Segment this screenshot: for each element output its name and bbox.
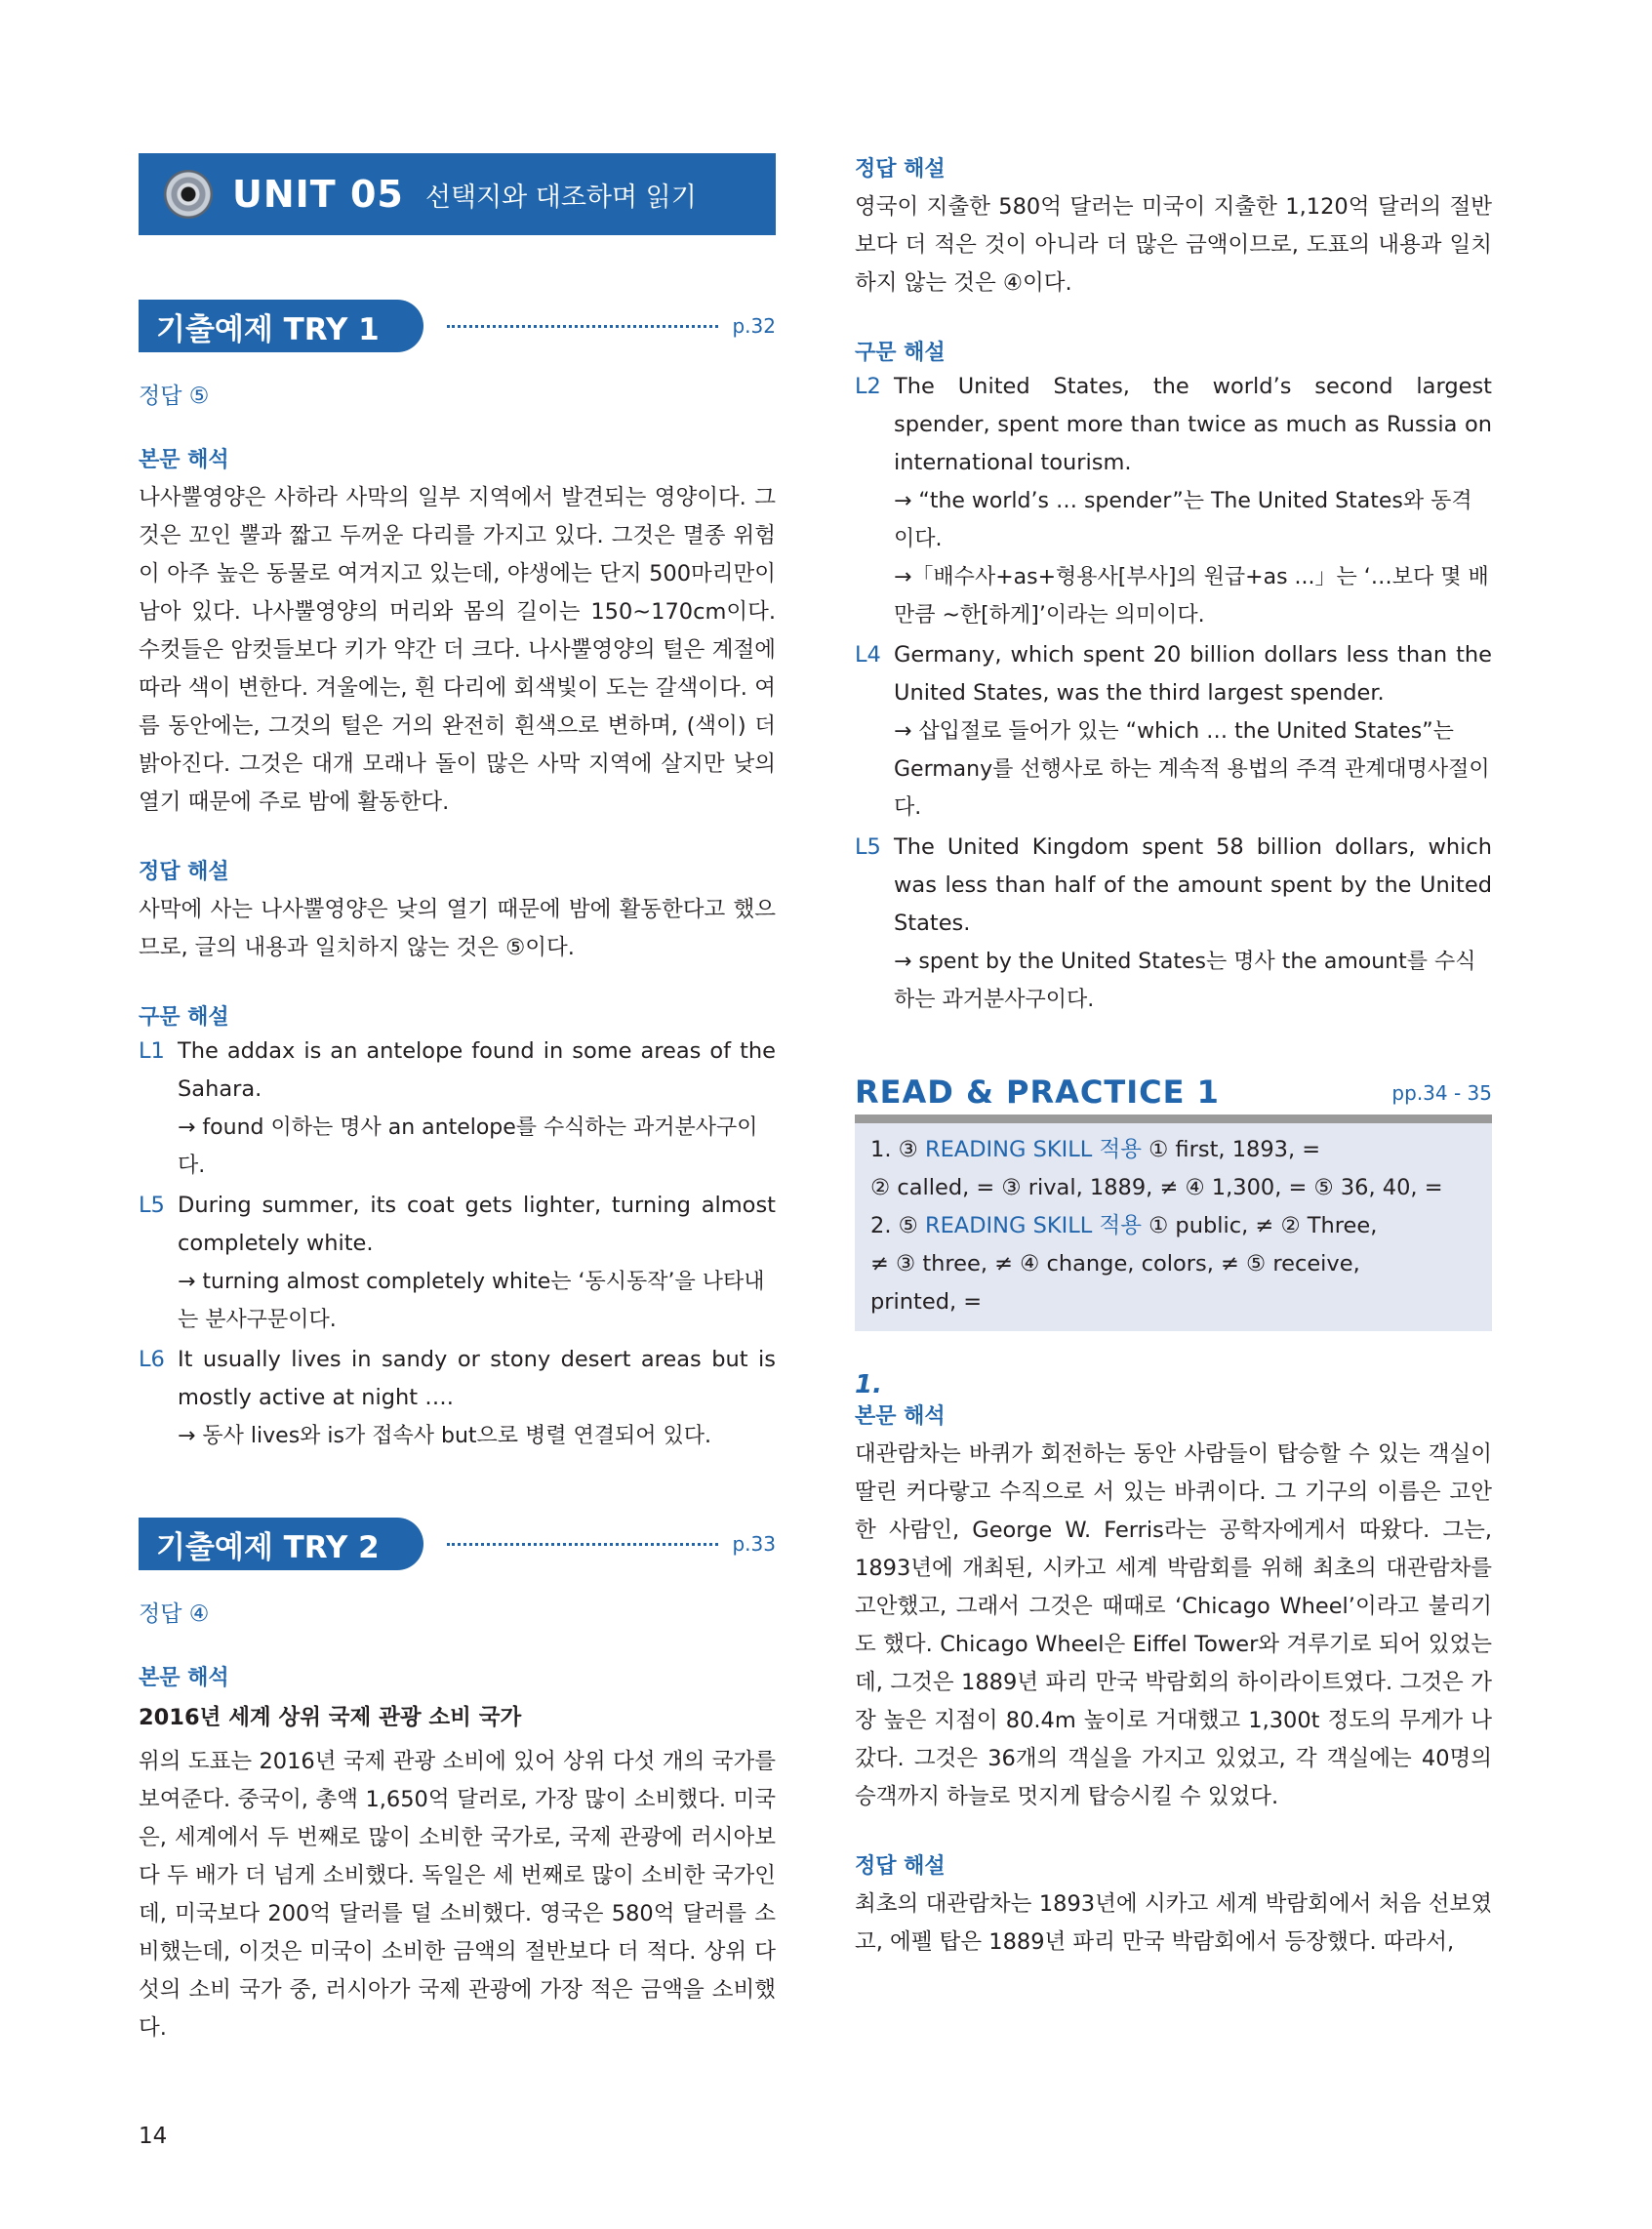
try1-body-heading: 본문 해석 [139, 448, 229, 472]
try1-syntax-heading: 구문 해설 [139, 1005, 229, 1030]
syntax-line [855, 368, 1492, 482]
line-text: The United Kingdom spent 58 billion dollars, which was less than half of the amount spent by the United States. [894, 834, 1492, 936]
answer-row [870, 1131, 1476, 1169]
syntax-line [139, 1033, 776, 1109]
read-practice-pages: pp.34 - 35 [1391, 1081, 1492, 1105]
try2-page-ref: p.33 [732, 1532, 776, 1556]
unit-title: 선택지와 대조하며 읽기 [424, 182, 697, 213]
unit-banner [139, 153, 776, 235]
answer-number: 1. ③ [870, 1137, 918, 1162]
read-practice-title: READ & PRACTICE 1 [855, 1074, 1220, 1111]
line-text: It usually lives in sandy or stony desert areas but is mostly active at night …. [178, 1347, 776, 1410]
syntax-line [855, 636, 1492, 712]
line-text: The addax is an antelope found in some areas of the Sahara. [178, 1038, 776, 1102]
try1-header [139, 300, 776, 352]
line-note: → spent by the United States는 명사 the amount를 수식하는 과거분사구이다. [894, 950, 1476, 1012]
syntax-line [139, 1187, 776, 1263]
answer-items: ① first, 1893, = [1148, 1137, 1321, 1162]
try2-label: 기출예제 TRY 2 [139, 1518, 423, 1570]
try1-page-ref: p.32 [732, 314, 776, 338]
read-practice-header [855, 1074, 1492, 1111]
line-note: → 삽입절로 들어가 있는 “which … the United States”는 Germany를 선행사로 하는 계속적 용법의 주격 관계대명사절이다. [894, 719, 1490, 820]
answer-row [870, 1207, 1476, 1245]
line-note: → found 이하는 명사 an antelope를 수식하는 과거분사구이다. [178, 1115, 758, 1178]
try1-label: 기출예제 TRY 1 [139, 300, 423, 352]
answer-row: ≠ ③ three, ≠ ④ change, colors, ≠ ⑤ receive, [870, 1251, 1360, 1277]
answer-box [855, 1123, 1492, 1331]
cd-icon [164, 170, 213, 219]
try2-body-heading: 본문 해석 [139, 1666, 229, 1690]
dotted-leader [447, 1543, 718, 1546]
try2-expl-text: 영국이 지출한 580억 달러는 미국이 지출한 1,120억 달러의 절반보다 더 적은 것이 아니라 더 많은 금액이므로, 도표의 내용과 일치하지 않는 것은 ④이다. [855, 194, 1492, 296]
reading-skill-label: READING SKILL 적용 [924, 1213, 1142, 1238]
line-note: → turning almost completely white는 ‘동시동작’을 나타내는 분사구문이다. [178, 1270, 765, 1332]
line-number: L2 [855, 374, 881, 399]
line-number: L5 [855, 834, 881, 860]
try1-expl-text: 사막에 사는 나사뿔영양은 낮의 열기 때문에 밤에 활동한다고 했으므로, 글의 내용과 일치하지 않는 것은 ⑤이다. [139, 897, 776, 960]
section-rule [855, 1114, 1492, 1123]
dotted-leader [447, 325, 718, 328]
question-number: 1. [855, 1370, 882, 1399]
line-note: →「배수사+as+형용사[부사]의 원급+as ...」는 ‘…보다 몇 배만큼 ~한[하게]’이라는 의미이다. [894, 565, 1489, 628]
answer-number: 2. ⑤ [870, 1213, 918, 1238]
line-note: → 동사 lives와 is가 접속사 but으로 병렬 연결되어 있다. [178, 1424, 712, 1448]
try1-body-text: 나사뿔영양은 사하라 사막의 일부 지역에서 발견되는 영양이다. 그것은 꼬인 뿔과 짧고 두꺼운 다리를 가지고 있다. 그것은 멸종 위험이 아주 높은 동물로 여겨지고 있는데, 야생에는 단지 500마리만이 남아 있다. 나사뿔영양의 머리와 몸의 길이는 150~170cm이다. 수컷들은 암컷들보다 키가 약간 더 크다. 나사뿔영양의 털은 계절에 따라 색이 변한다. 겨울에는, 흰 다리에 회색빛이 도는 갈색이다. 여름 동안에는, 그것의 털은 거의 완전히 흰색으로 변하며, (색이) 더 밝아진다. 그것은 대개 모래나 돌이 많은 사막 지역에 살지만 낮의 열기 때문에 주로 밤에 활동한다. [139, 485, 776, 815]
answer-row: ② called, = ③ rival, 1889, ≠ ④ 1,300, = ⑤ 36, 40, = [870, 1175, 1443, 1200]
reading-skill-label: READING SKILL 적용 [924, 1137, 1142, 1162]
try2-body-text: 위의 도표는 2016년 국제 관광 소비에 있어 상위 다섯 개의 국가를 보여준다. 중국이, 총액 1,650억 달러로, 가장 많이 소비했다. 미국은, 세계에서 두 번째로 많이 소비한 국가로, 국제 관광에 러시아보다 두 배가 더 넘게 소비했다. 독일은 세 번째로 많이 소비한 국가인데, 미국보다 200억 달러를 덜 소비했다. 영국은 580억 달러를 소비했는데, 이것은 미국이 소비한 금액의 절반보다 더 적다. 상위 다섯의 소비 국가 중, 러시아가 국제 관광에 가장 적은 금액을 소비했다. [139, 1749, 776, 2041]
q1-body-heading: 본문 해석 [855, 1404, 946, 1429]
try2-answer: 정답 ④ [139, 1601, 210, 1627]
try1-expl-heading: 정답 해설 [139, 860, 229, 884]
page-number: 14 [139, 2124, 168, 2149]
answer-items: ① public, ≠ ② Three, [1148, 1213, 1378, 1238]
answer-row: printed, = [870, 1289, 983, 1315]
try1-syntax-list [139, 1033, 776, 1455]
try1-answer: 정답 ⑤ [139, 384, 210, 409]
left-column [139, 146, 776, 2047]
try2-syntax-list [855, 368, 1492, 1019]
line-number: L1 [139, 1038, 165, 1064]
try2-syntax-heading: 구문 해설 [855, 341, 946, 365]
try2-chart-title: 2016년 세계 상위 국제 관광 소비 국가 [139, 1705, 522, 1730]
q1-body-text: 대관람차는 바퀴가 회전하는 동안 사람들이 탑승할 수 있는 객실이 딸린 커다랗고 수직으로 서 있는 바퀴이다. 그 기구의 이름은 고안한 사람인, George W. Ferris라는 공학자에게서 따왔다. 그는, 1893년에 개최된, 시카고 세계 박람회를 위해 최초의 대관람차를 고안했고, 그래서 그것은 때때로 ‘Chicago Wheel’이라고 불리기도 했다. Chicago Wheel은 Eiffel Tower와 겨루기로 되어 있었는데, 그것은 1889년 파리 만국 박람회의 하이라이트였다. 그것은 가장 높은 지점이 80.4m 높이로 거대했고 1,300t 정도의 무게가 나갔다. 그것은 36개의 객실을 가지고 있었고, 각 객실에는 40명의 승객까지 하늘로 멋지게 탑승시킬 수 있었다. [855, 1441, 1492, 1809]
line-number: L5 [139, 1193, 165, 1218]
syntax-line [855, 829, 1492, 943]
syntax-line [139, 1341, 776, 1417]
unit-label: UNIT 05 [232, 173, 404, 216]
line-note: → “the world’s … spender”는 The United States와 동격이다. [894, 489, 1472, 551]
q1-expl-text: 최초의 대관람차는 1893년에 시카고 세계 박람회에서 처음 선보였고, 에펠 탑은 1889년 파리 만국 박람회에서 등장했다. 따라서, [855, 1891, 1492, 1955]
try2-expl-heading: 정답 해설 [855, 157, 946, 182]
q1-expl-heading: 정답 해설 [855, 1854, 946, 1879]
right-column [855, 152, 1492, 1962]
line-text: The United States, the world’s second largest spender, spent more than twice as much as Russia on international tourism. [894, 374, 1492, 475]
line-number: L6 [139, 1347, 165, 1372]
line-number: L4 [855, 642, 881, 668]
try2-header [139, 1518, 776, 1570]
line-text: During summer, its coat gets lighter, turning almost completely white. [178, 1193, 776, 1256]
line-text: Germany, which spent 20 billion dollars less than the United States, was the third largest spender. [894, 642, 1492, 706]
